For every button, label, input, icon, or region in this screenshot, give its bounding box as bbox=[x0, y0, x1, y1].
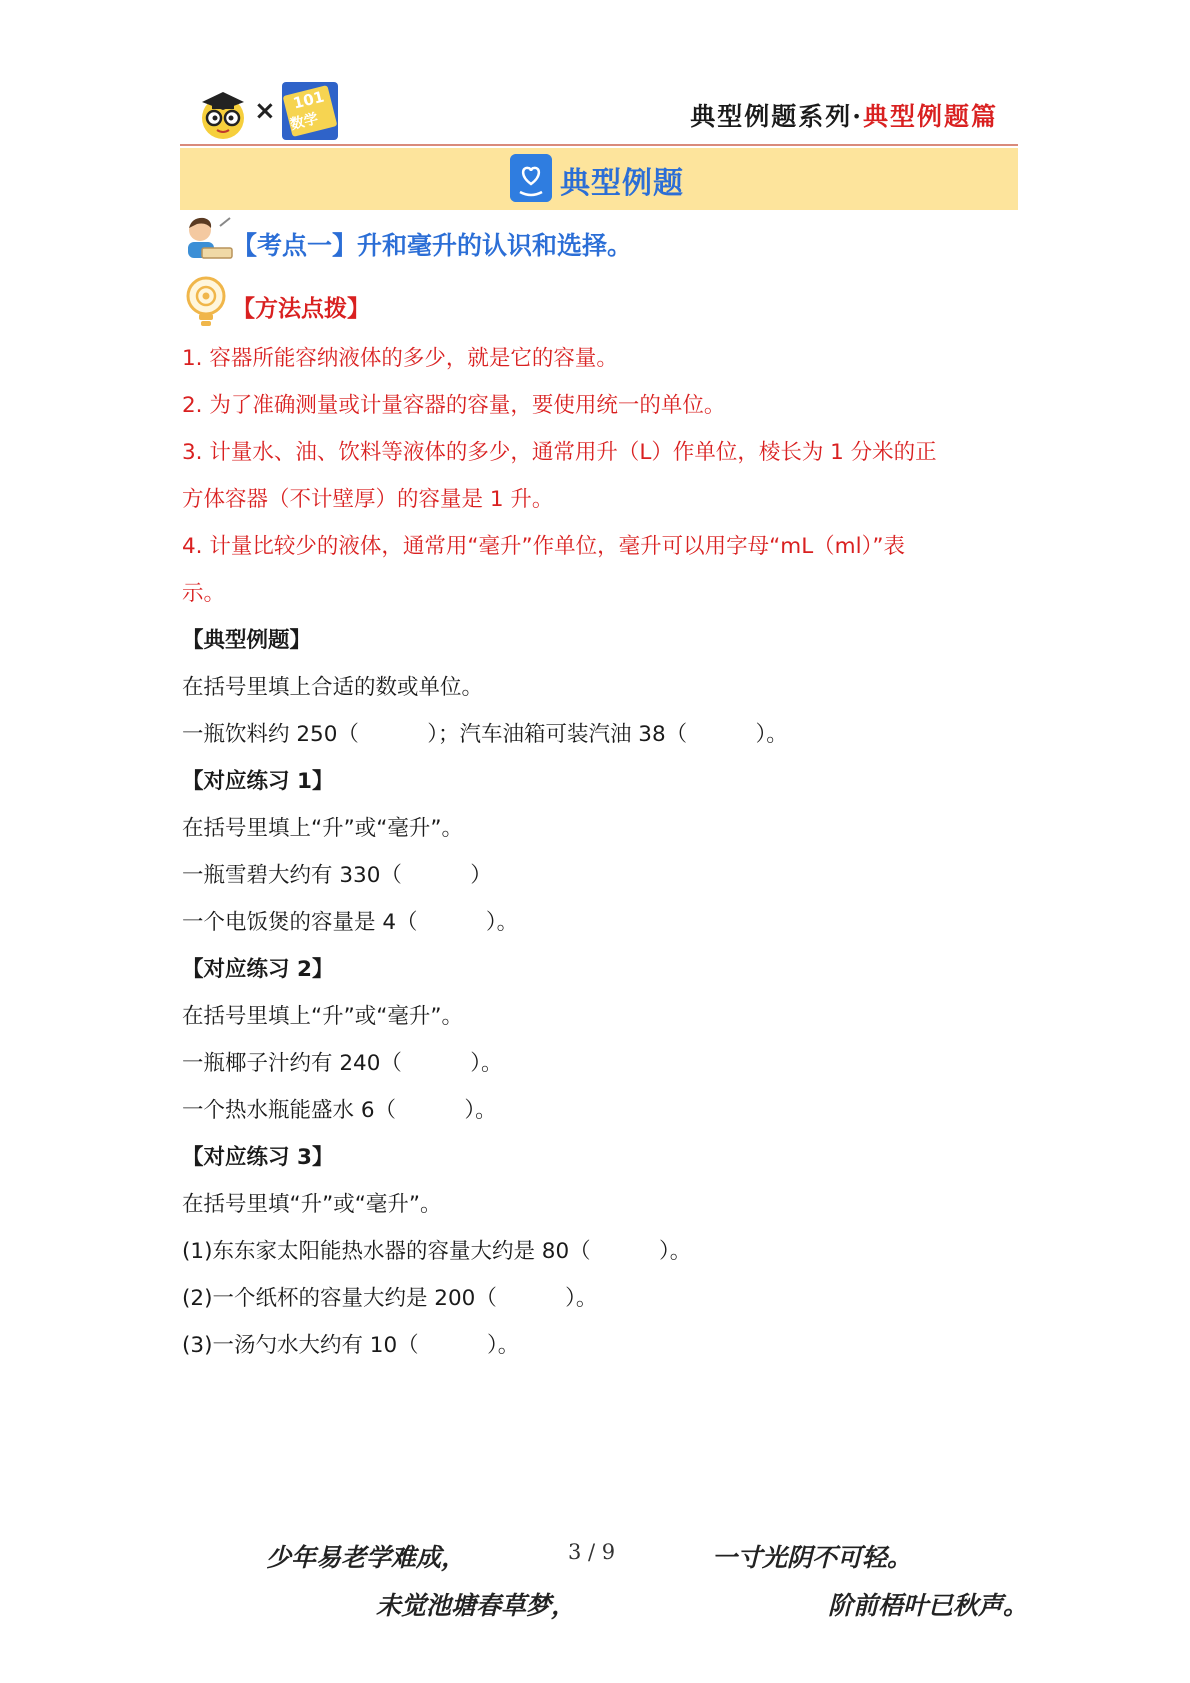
method-title: 【方法点拨】 bbox=[232, 296, 370, 322]
math-101-logo bbox=[282, 82, 338, 140]
practice1-question-1: 一瓶雪碧大约有 330（ ） bbox=[182, 863, 492, 888]
method-point-4-cont: 示。 bbox=[182, 581, 226, 606]
logo-math-text: 数学 bbox=[288, 110, 320, 134]
header-divider bbox=[180, 144, 1018, 146]
footer-poem-line1-left: 少年易老学难成， bbox=[266, 1543, 467, 1572]
practice3-question-3: (3)一汤勺水大约有 10（ ）。 bbox=[182, 1333, 520, 1358]
times-sign: × bbox=[254, 96, 276, 126]
practice2-heading: 【对应练习 2】 bbox=[182, 957, 334, 982]
practice3-heading: 【对应练习 3】 bbox=[182, 1145, 334, 1170]
practice1-heading: 【对应练习 1】 bbox=[182, 769, 334, 794]
method-point-3-cont: 方体容器（不计壁厚）的容量是 1 升。 bbox=[182, 487, 554, 512]
heart-clipboard-icon bbox=[510, 154, 552, 202]
logo-101-text: 101 bbox=[291, 87, 327, 113]
method-point-1: 1. 容器所能容纳液体的多少，就是它的容量。 bbox=[182, 346, 618, 371]
footer-poem-line2-left: 未觉池塘春草梦， bbox=[376, 1591, 577, 1620]
lightbulb-icon bbox=[184, 276, 228, 330]
example-heading: 【典型例题】 bbox=[182, 628, 312, 653]
practice3-instruction: 在括号里填“升”或“毫升”。 bbox=[182, 1192, 442, 1217]
practice2-question-2: 一个热水瓶能盛水 6（ ）。 bbox=[182, 1098, 497, 1123]
student-reading-icon bbox=[180, 214, 234, 264]
example-question: 一瓶饮料约 250（ ）；汽车油箱可装汽油 38（ ）。 bbox=[182, 722, 788, 747]
practice1-instruction: 在括号里填上“升”或“毫升”。 bbox=[182, 816, 464, 841]
practice2-instruction: 在括号里填上“升”或“毫升”。 bbox=[182, 1004, 464, 1029]
page-number: 3 / 9 bbox=[568, 1540, 616, 1564]
practice1-question-2: 一个电饭煲的容量是 4（ ）。 bbox=[182, 910, 519, 935]
practice3-question-2: (2)一个纸杯的容量大约是 200（ ）。 bbox=[182, 1286, 598, 1311]
series-suffix: 典型例题篇 bbox=[862, 102, 998, 131]
footer-poem-line1-right: 一寸光阴不可轻。 bbox=[712, 1543, 913, 1572]
method-point-4: 4. 计量比较少的液体，通常用“毫升”作单位，毫升可以用字母“mL（ml）”表 bbox=[182, 534, 905, 559]
example-instruction: 在括号里填上合适的数或单位。 bbox=[182, 675, 484, 700]
method-point-3: 3. 计量水、油、饮料等液体的多少，通常用升（L）作单位，棱长为 1 分米的正 bbox=[182, 440, 937, 465]
series-dot: · bbox=[852, 102, 863, 131]
practice3-question-1: (1)东东家太阳能热水器的容量大约是 80（ ）。 bbox=[182, 1239, 692, 1264]
owl-logo-icon bbox=[198, 86, 248, 140]
method-point-2: 2. 为了准确测量或计量容器的容量，要使用统一的单位。 bbox=[182, 393, 726, 418]
practice2-question-1: 一瓶椰子汁约有 240（ ）。 bbox=[182, 1051, 503, 1076]
footer-poem-line2-right: 阶前梧叶已秋声。 bbox=[828, 1591, 1029, 1620]
banner-title: 典型例题 bbox=[560, 166, 684, 201]
series-prefix: 典型例题系列 bbox=[690, 102, 853, 131]
topic-title: 【考点一】升和毫升的认识和选择。 bbox=[232, 231, 633, 260]
series-title bbox=[690, 97, 998, 133]
